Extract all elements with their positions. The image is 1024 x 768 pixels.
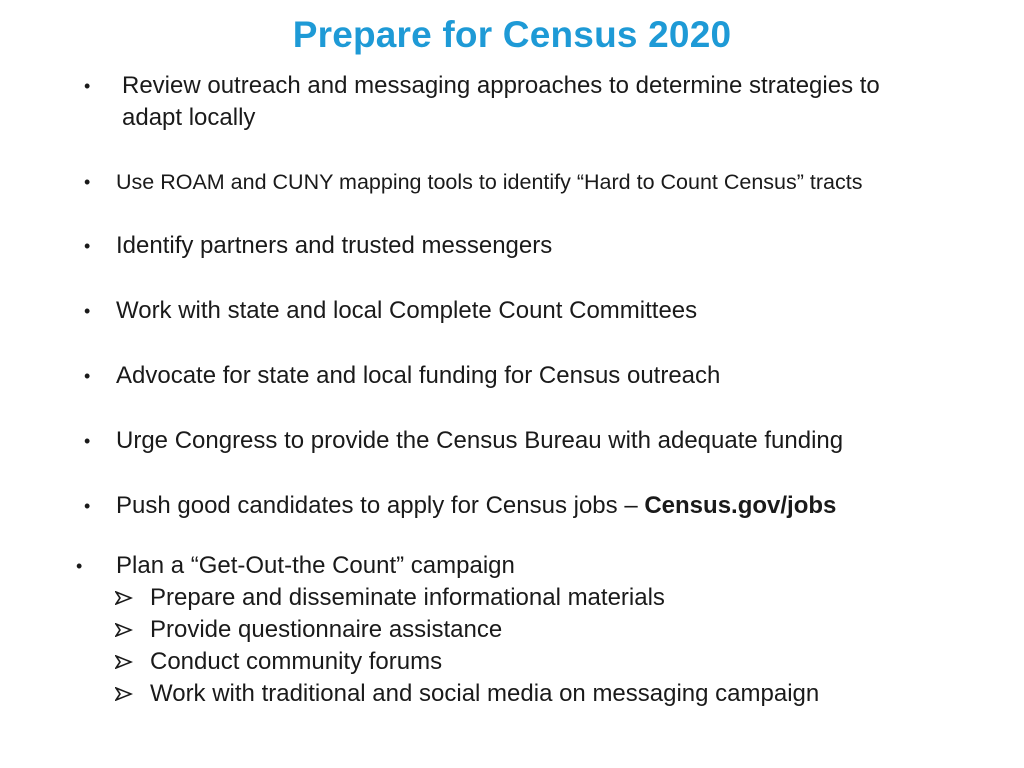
census-jobs-link[interactable]: Census.gov/jobs xyxy=(644,492,837,519)
sub-item-text: Conduct community forums xyxy=(150,648,443,675)
arrow-bullet-icon xyxy=(114,582,134,614)
bullet-dot: • xyxy=(84,496,91,516)
bullet-text-line: adapt locally xyxy=(122,104,256,131)
bullet-text: Identify partners and trusted messengers xyxy=(116,232,553,259)
bullet-text-line: Review outreach and messaging approaches to determine strategies to xyxy=(122,72,880,99)
bullet-text: Urge Congress to provide the Census Bureau with adequate funding xyxy=(116,427,844,454)
bullet-text-plain: Push good candidates to apply for Census jobs – xyxy=(116,492,645,519)
arrow-bullet-icon xyxy=(114,646,134,678)
arrow-bullet-icon xyxy=(114,614,134,646)
bullet-dot: • xyxy=(84,366,91,386)
bullet-dot: • xyxy=(84,236,91,256)
sub-item-text: Prepare and disseminate informational materials xyxy=(150,584,665,611)
arrow-bullet-icon xyxy=(114,678,134,710)
bullet-dot: • xyxy=(84,172,91,192)
bullet-dot: • xyxy=(76,556,83,576)
bullet-text: Use ROAM and CUNY mapping tools to identify “Hard to Count Census” tracts xyxy=(116,170,863,194)
bullet-text: Plan a “Get-Out-the Count” campaign xyxy=(116,552,515,579)
bullet-dot: • xyxy=(84,431,91,451)
bullet-text: Work with state and local Complete Count Committees xyxy=(116,297,698,324)
bullet-text xyxy=(116,490,836,522)
sub-item-text: Provide questionnaire assistance xyxy=(150,616,503,643)
sub-item-text: Work with traditional and social media on messaging campaign xyxy=(150,680,820,707)
bullet-dot: • xyxy=(84,301,91,321)
page-title: Prepare for Census 2020 xyxy=(292,14,732,55)
bullet-dot: • xyxy=(84,76,91,96)
bullet-text: Advocate for state and local funding for Census outreach xyxy=(116,362,721,389)
